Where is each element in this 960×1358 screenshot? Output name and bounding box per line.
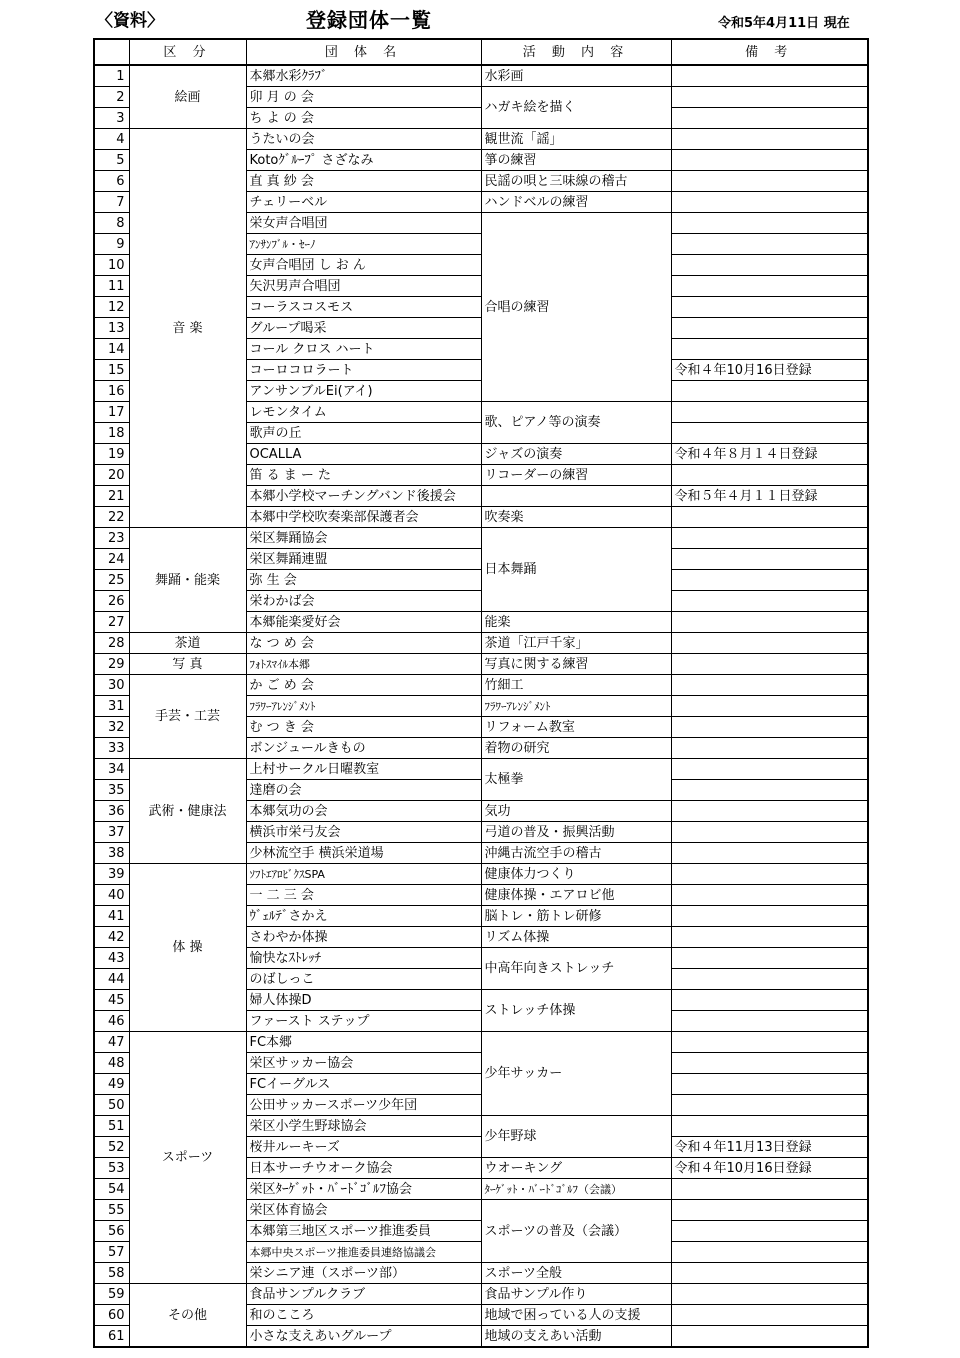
group-name-cell: 栄区サッカー協会 bbox=[246, 1053, 481, 1074]
group-name-cell: 歌声の丘 bbox=[246, 423, 481, 444]
group-name-cell: 本郷中学校吹奏楽部保護者会 bbox=[246, 507, 481, 528]
note-cell bbox=[671, 843, 868, 864]
activity-cell: 健康体力つくり bbox=[481, 864, 671, 885]
activity-cell bbox=[481, 486, 671, 507]
note-cell bbox=[671, 1095, 868, 1116]
row-number: 13 bbox=[94, 318, 129, 339]
row-number: 20 bbox=[94, 465, 129, 486]
group-name-cell: 公田サッカースポーツ少年団 bbox=[246, 1095, 481, 1116]
note-cell bbox=[671, 696, 868, 717]
header-category: 区 分 bbox=[129, 39, 246, 65]
activity-cell: 太極拳 bbox=[481, 759, 671, 801]
row-number: 32 bbox=[94, 717, 129, 738]
row-number: 16 bbox=[94, 381, 129, 402]
note-cell bbox=[671, 1053, 868, 1074]
row-number: 22 bbox=[94, 507, 129, 528]
group-name-cell: 達磨の会 bbox=[246, 780, 481, 801]
activity-cell: 観世流「謡」 bbox=[481, 129, 671, 150]
row-number: 8 bbox=[94, 213, 129, 234]
note-cell: 令和５年４月１１日登録 bbox=[671, 486, 868, 507]
group-name-cell: 本郷能楽愛好会 bbox=[246, 612, 481, 633]
group-name-cell: 本郷水彩ｸﾗﾌﾞ bbox=[246, 65, 481, 87]
note-cell bbox=[671, 276, 868, 297]
table-row bbox=[94, 528, 868, 549]
row-number: 57 bbox=[94, 1242, 129, 1263]
group-name-cell: FCイーグルス bbox=[246, 1074, 481, 1095]
group-name-cell: コーラスコスモス bbox=[246, 297, 481, 318]
note-cell bbox=[671, 654, 868, 675]
row-number: 55 bbox=[94, 1200, 129, 1221]
group-name-cell: さわやか体操 bbox=[246, 927, 481, 948]
row-number: 58 bbox=[94, 1263, 129, 1284]
note-cell bbox=[671, 969, 868, 990]
note-cell bbox=[671, 1284, 868, 1305]
group-name-cell: 本郷中央スポーツ推進委員連絡協議会 bbox=[246, 1242, 481, 1263]
category-cell: その他 bbox=[129, 1284, 246, 1348]
table-row bbox=[94, 1284, 868, 1305]
row-number: 42 bbox=[94, 927, 129, 948]
group-name-cell: 日本サーチウオーク協会 bbox=[246, 1158, 481, 1179]
row-number: 48 bbox=[94, 1053, 129, 1074]
note-cell bbox=[671, 675, 868, 696]
category-cell: 武術・健康法 bbox=[129, 759, 246, 864]
row-number: 61 bbox=[94, 1326, 129, 1348]
group-name-cell: 桜井ルーキーズ bbox=[246, 1137, 481, 1158]
activity-cell: 吹奏楽 bbox=[481, 507, 671, 528]
row-number: 28 bbox=[94, 633, 129, 654]
row-number: 10 bbox=[94, 255, 129, 276]
page-title: 登録団体一覧 bbox=[306, 8, 432, 32]
row-number: 23 bbox=[94, 528, 129, 549]
note-cell bbox=[671, 948, 868, 969]
note-cell bbox=[671, 1032, 868, 1053]
row-number: 46 bbox=[94, 1011, 129, 1032]
note-cell bbox=[671, 339, 868, 360]
group-name-cell: 少林流空手 横浜栄道場 bbox=[246, 843, 481, 864]
note-cell bbox=[671, 423, 868, 444]
document-label: 〈資料〉 bbox=[96, 11, 164, 31]
table-header-row bbox=[94, 39, 868, 65]
note-cell bbox=[671, 65, 868, 87]
group-list-table bbox=[93, 38, 869, 1348]
category-cell: 茶道 bbox=[129, 633, 246, 654]
activity-cell: ﾌﾗﾜｰｱﾚﾝｼﾞﾒﾝﾄ bbox=[481, 696, 671, 717]
group-name-cell: 栄区体育協会 bbox=[246, 1200, 481, 1221]
row-number: 31 bbox=[94, 696, 129, 717]
header-number bbox=[94, 39, 129, 65]
note-cell bbox=[671, 297, 868, 318]
note-cell bbox=[671, 864, 868, 885]
activity-cell: 健康体操・エアロビ他 bbox=[481, 885, 671, 906]
group-name-cell: 笛 る ま ー た bbox=[246, 465, 481, 486]
group-name-cell: 栄区小学生野球協会 bbox=[246, 1116, 481, 1137]
activity-cell: 沖縄古流空手の稽古 bbox=[481, 843, 671, 864]
row-number: 12 bbox=[94, 297, 129, 318]
row-number: 44 bbox=[94, 969, 129, 990]
activity-cell: 茶道「江戸千家」 bbox=[481, 633, 671, 654]
row-number: 51 bbox=[94, 1116, 129, 1137]
note-cell bbox=[671, 612, 868, 633]
group-name-cell: 卯 月 の 会 bbox=[246, 87, 481, 108]
row-number: 40 bbox=[94, 885, 129, 906]
row-number: 49 bbox=[94, 1074, 129, 1095]
group-name-cell: Kotoｸﾞﾙｰﾌﾟ さざなみ bbox=[246, 150, 481, 171]
note-cell bbox=[671, 402, 868, 423]
note-cell bbox=[671, 234, 868, 255]
activity-cell: 地域の支えあい活動 bbox=[481, 1326, 671, 1348]
note-cell bbox=[671, 570, 868, 591]
row-number: 52 bbox=[94, 1137, 129, 1158]
note-cell bbox=[671, 717, 868, 738]
note-cell bbox=[671, 822, 868, 843]
group-name-cell: む つ き 会 bbox=[246, 717, 481, 738]
group-name-cell: 栄区ﾀｰｹﾞｯﾄ・ﾊﾞｰﾄﾞｺﾞﾙﾌ協会 bbox=[246, 1179, 481, 1200]
activity-cell: 竹細工 bbox=[481, 675, 671, 696]
note-cell: 令和４年11月13日登録 bbox=[671, 1137, 868, 1158]
activity-cell: リズム体操 bbox=[481, 927, 671, 948]
row-number: 24 bbox=[94, 549, 129, 570]
row-number: 27 bbox=[94, 612, 129, 633]
note-cell: 令和４年10月16日登録 bbox=[671, 360, 868, 381]
group-name-cell: 小さな支えあいグループ bbox=[246, 1326, 481, 1348]
group-name-cell: 栄わかば会 bbox=[246, 591, 481, 612]
group-name-cell: ファースト ステップ bbox=[246, 1011, 481, 1032]
group-name-cell: ボンジュールきもの bbox=[246, 738, 481, 759]
note-cell bbox=[671, 528, 868, 549]
activity-cell: 脳トレ・筋トレ研修 bbox=[481, 906, 671, 927]
row-number: 1 bbox=[94, 65, 129, 87]
group-name-cell: 栄女声合唱団 bbox=[246, 213, 481, 234]
row-number: 5 bbox=[94, 150, 129, 171]
row-number: 50 bbox=[94, 1095, 129, 1116]
table-row bbox=[94, 633, 868, 654]
note-cell bbox=[671, 87, 868, 108]
header-group-name: 団 体 名 bbox=[246, 39, 481, 65]
note-cell bbox=[671, 213, 868, 234]
group-name-cell: ｿﾌﾄｴｱﾛﾋﾞｸｽSPA bbox=[246, 864, 481, 885]
activity-cell: 気功 bbox=[481, 801, 671, 822]
activity-cell: 写真に関する練習 bbox=[481, 654, 671, 675]
group-name-cell: チェリーベル bbox=[246, 192, 481, 213]
note-cell bbox=[671, 906, 868, 927]
group-name-cell: 女声合唱団 し お ん bbox=[246, 255, 481, 276]
row-number: 6 bbox=[94, 171, 129, 192]
row-number: 25 bbox=[94, 570, 129, 591]
note-cell bbox=[671, 1305, 868, 1326]
note-cell bbox=[671, 1179, 868, 1200]
table-body bbox=[94, 65, 868, 1347]
group-name-cell: 一 二 三 会 bbox=[246, 885, 481, 906]
group-name-cell: OCALLA bbox=[246, 444, 481, 465]
group-name-cell: 栄区舞踊協会 bbox=[246, 528, 481, 549]
note-cell bbox=[671, 990, 868, 1011]
activity-cell: ウオーキング bbox=[481, 1158, 671, 1179]
category-cell: 手芸・工芸 bbox=[129, 675, 246, 759]
group-name-cell: 矢沢男声合唱団 bbox=[246, 276, 481, 297]
group-name-cell: アンサンブルEi(アイ) bbox=[246, 381, 481, 402]
row-number: 9 bbox=[94, 234, 129, 255]
activity-cell: ﾀｰｹﾞｯﾄ・ﾊﾞｰﾄﾞｺﾞﾙﾌ（会議） bbox=[481, 1179, 671, 1200]
activity-cell: 着物の研究 bbox=[481, 738, 671, 759]
activity-cell: 民謡の唄と三味線の稽古 bbox=[481, 171, 671, 192]
row-number: 30 bbox=[94, 675, 129, 696]
activity-cell: ハンドベルの練習 bbox=[481, 192, 671, 213]
row-number: 4 bbox=[94, 129, 129, 150]
group-name-cell: レモンタイム bbox=[246, 402, 481, 423]
group-name-cell: 栄区舞踊連盟 bbox=[246, 549, 481, 570]
row-number: 54 bbox=[94, 1179, 129, 1200]
group-name-cell: のばしっこ bbox=[246, 969, 481, 990]
note-cell bbox=[671, 192, 868, 213]
group-name-cell: な つ め 会 bbox=[246, 633, 481, 654]
note-cell bbox=[671, 1263, 868, 1284]
category-cell: 写 真 bbox=[129, 654, 246, 675]
note-cell bbox=[671, 885, 868, 906]
activity-cell: ジャズの演奏 bbox=[481, 444, 671, 465]
activity-cell: ストレッチ体操 bbox=[481, 990, 671, 1032]
row-number: 26 bbox=[94, 591, 129, 612]
group-name-cell: か ご め 会 bbox=[246, 675, 481, 696]
activity-cell: 水彩画 bbox=[481, 65, 671, 87]
row-number: 36 bbox=[94, 801, 129, 822]
table-row bbox=[94, 675, 868, 696]
category-cell: スポーツ bbox=[129, 1032, 246, 1284]
activity-cell: 弓道の普及・振興活動 bbox=[481, 822, 671, 843]
note-cell bbox=[671, 318, 868, 339]
note-cell bbox=[671, 1011, 868, 1032]
row-number: 38 bbox=[94, 843, 129, 864]
note-cell bbox=[671, 255, 868, 276]
row-number: 7 bbox=[94, 192, 129, 213]
row-number: 37 bbox=[94, 822, 129, 843]
group-name-cell: うたいの会 bbox=[246, 129, 481, 150]
activity-cell: スポーツの普及（会議） bbox=[481, 1200, 671, 1263]
group-name-cell: ﾌｫﾄｽﾏｲﾙ本郷 bbox=[246, 654, 481, 675]
note-cell bbox=[671, 1242, 868, 1263]
note-cell bbox=[671, 108, 868, 129]
note-cell bbox=[671, 780, 868, 801]
activity-cell: 箏の練習 bbox=[481, 150, 671, 171]
note-cell bbox=[671, 591, 868, 612]
row-number: 15 bbox=[94, 360, 129, 381]
activity-cell: 少年サッカー bbox=[481, 1032, 671, 1116]
note-cell bbox=[671, 759, 868, 780]
note-cell: 令和４年10月16日登録 bbox=[671, 1158, 868, 1179]
note-cell bbox=[671, 1200, 868, 1221]
row-number: 43 bbox=[94, 948, 129, 969]
table-row bbox=[94, 129, 868, 150]
group-name-cell: 栄シニア連（スポーツ部） bbox=[246, 1263, 481, 1284]
group-name-cell: 本郷小学校マーチングバンド後援会 bbox=[246, 486, 481, 507]
row-number: 47 bbox=[94, 1032, 129, 1053]
group-name-cell: FC本郷 bbox=[246, 1032, 481, 1053]
group-name-cell: コーロコロラート bbox=[246, 360, 481, 381]
row-number: 14 bbox=[94, 339, 129, 360]
table-row bbox=[94, 65, 868, 87]
activity-cell: 日本舞踊 bbox=[481, 528, 671, 612]
category-cell: 絵画 bbox=[129, 65, 246, 129]
activity-cell: 少年野球 bbox=[481, 1116, 671, 1158]
activity-cell: 地域で困っている人の支援 bbox=[481, 1305, 671, 1326]
row-number: 33 bbox=[94, 738, 129, 759]
row-number: 34 bbox=[94, 759, 129, 780]
group-name-cell: ﾌﾗﾜｰｱﾚﾝｼﾞﾒﾝﾄ bbox=[246, 696, 481, 717]
group-name-cell: 和のこころ bbox=[246, 1305, 481, 1326]
category-cell: 音 楽 bbox=[129, 129, 246, 528]
row-number: 3 bbox=[94, 108, 129, 129]
row-number: 53 bbox=[94, 1158, 129, 1179]
note-cell: 令和４年８月１４日登録 bbox=[671, 444, 868, 465]
note-cell bbox=[671, 801, 868, 822]
group-name-cell: 食品サンプルクラブ bbox=[246, 1284, 481, 1305]
note-cell bbox=[671, 129, 868, 150]
note-cell bbox=[671, 1221, 868, 1242]
row-number: 56 bbox=[94, 1221, 129, 1242]
category-cell: 舞踊・能楽 bbox=[129, 528, 246, 633]
row-number: 59 bbox=[94, 1284, 129, 1305]
header-activity: 活 動 内 容 bbox=[481, 39, 671, 65]
activity-cell: ハガキ絵を描く bbox=[481, 87, 671, 129]
table-row bbox=[94, 654, 868, 675]
note-cell bbox=[671, 171, 868, 192]
group-name-cell: 横浜市栄弓友会 bbox=[246, 822, 481, 843]
note-cell bbox=[671, 1116, 868, 1137]
note-cell bbox=[671, 1074, 868, 1095]
category-cell: 体 操 bbox=[129, 864, 246, 1032]
header-notes: 備 考 bbox=[671, 39, 868, 65]
row-number: 17 bbox=[94, 402, 129, 423]
note-cell bbox=[671, 381, 868, 402]
table-row bbox=[94, 759, 868, 780]
note-cell bbox=[671, 465, 868, 486]
group-name-cell: ｳﾞｪﾙﾃﾞさかえ bbox=[246, 906, 481, 927]
activity-cell: スポーツ全般 bbox=[481, 1263, 671, 1284]
group-name-cell: 本郷第三地区スポーツ推進委員 bbox=[246, 1221, 481, 1242]
row-number: 29 bbox=[94, 654, 129, 675]
row-number: 21 bbox=[94, 486, 129, 507]
activity-cell: リフォーム教室 bbox=[481, 717, 671, 738]
table-row bbox=[94, 1032, 868, 1053]
activity-cell: リコーダーの練習 bbox=[481, 465, 671, 486]
group-name-cell: 本郷気功の会 bbox=[246, 801, 481, 822]
row-number: 45 bbox=[94, 990, 129, 1011]
activity-cell: 歌、ピアノ等の演奏 bbox=[481, 402, 671, 444]
group-name-cell: 婦人体操D bbox=[246, 990, 481, 1011]
group-name-cell: グループ喝采 bbox=[246, 318, 481, 339]
row-number: 39 bbox=[94, 864, 129, 885]
note-cell bbox=[671, 150, 868, 171]
activity-cell: 合唱の練習 bbox=[481, 213, 671, 402]
row-number: 35 bbox=[94, 780, 129, 801]
as-of-date: 令和5年4月11日 現在 bbox=[718, 16, 850, 31]
activity-cell: 能楽 bbox=[481, 612, 671, 633]
group-name-cell: ｱﾝｻﾝﾌﾞﾙ・ｾｰﾉ bbox=[246, 234, 481, 255]
activity-cell: 食品サンプル作り bbox=[481, 1284, 671, 1305]
row-number: 11 bbox=[94, 276, 129, 297]
table-row bbox=[94, 864, 868, 885]
note-cell bbox=[671, 927, 868, 948]
row-number: 60 bbox=[94, 1305, 129, 1326]
activity-cell: 中高年向きストレッチ bbox=[481, 948, 671, 990]
note-cell bbox=[671, 633, 868, 654]
row-number: 2 bbox=[94, 87, 129, 108]
note-cell bbox=[671, 549, 868, 570]
note-cell bbox=[671, 738, 868, 759]
group-name-cell: 直 真 紗 会 bbox=[246, 171, 481, 192]
group-name-cell: 愉快なｽﾄﾚｯﾁ bbox=[246, 948, 481, 969]
row-number: 18 bbox=[94, 423, 129, 444]
group-name-cell: ち よ の 会 bbox=[246, 108, 481, 129]
note-cell bbox=[671, 1326, 868, 1348]
group-name-cell: コール クロス ハート bbox=[246, 339, 481, 360]
row-number: 41 bbox=[94, 906, 129, 927]
group-name-cell: 上村サークル日曜教室 bbox=[246, 759, 481, 780]
note-cell bbox=[671, 507, 868, 528]
row-number: 19 bbox=[94, 444, 129, 465]
group-name-cell: 弥 生 会 bbox=[246, 570, 481, 591]
